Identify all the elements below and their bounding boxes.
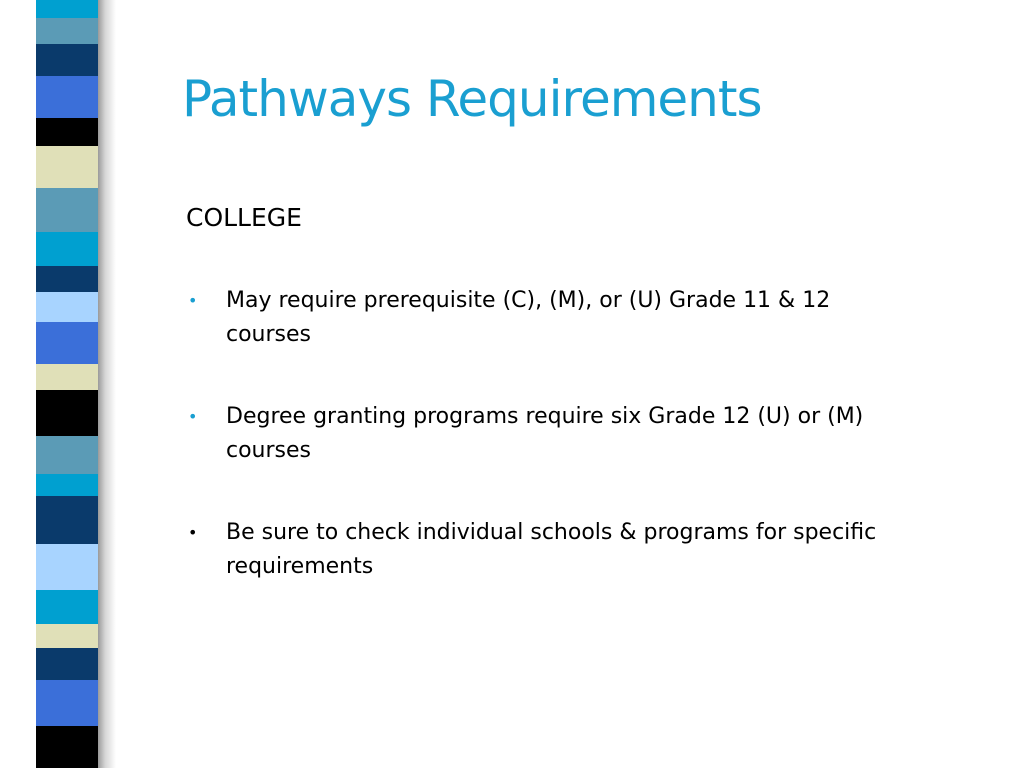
stripe [36,18,98,44]
stripe [36,292,98,322]
stripe [36,146,98,188]
stripe [36,232,98,266]
stripe [36,322,98,364]
bullet-marker-icon: • [188,291,198,310]
stripe [36,624,98,648]
slide-subtitle: COLLEGE [186,203,302,232]
stripe [36,0,98,18]
bullet-marker-icon: • [188,523,198,542]
stripe [36,44,98,76]
stripe [36,474,98,496]
bullet-text: Degree granting programs require six Grade 12 (U) or (M) courses [226,404,864,463]
bullet-item [186,516,906,584]
stripe [36,648,98,680]
stripe [36,266,98,292]
stripe [36,680,98,726]
bullet-marker-icon: • [188,407,198,426]
stripe [36,436,98,474]
stripe [36,364,98,390]
stripe [36,544,98,590]
stripe [36,496,98,544]
stripe [36,390,98,436]
stripe [36,76,98,118]
bullet-text: Be sure to check individual schools & programs for specific requirements [226,520,877,579]
stripe-shadow [98,0,116,768]
stripe [36,590,98,624]
bullet-list [186,284,906,632]
bullet-item [186,284,906,352]
decorative-stripe-bar [36,0,98,768]
slide-title: Pathways Requirements [182,70,762,128]
stripe [36,726,98,768]
bullet-item [186,400,906,468]
stripe [36,118,98,146]
bullet-text: May require prerequisite (C), (M), or (U) Grade 11 & 12 courses [226,288,831,347]
stripe [36,188,98,232]
